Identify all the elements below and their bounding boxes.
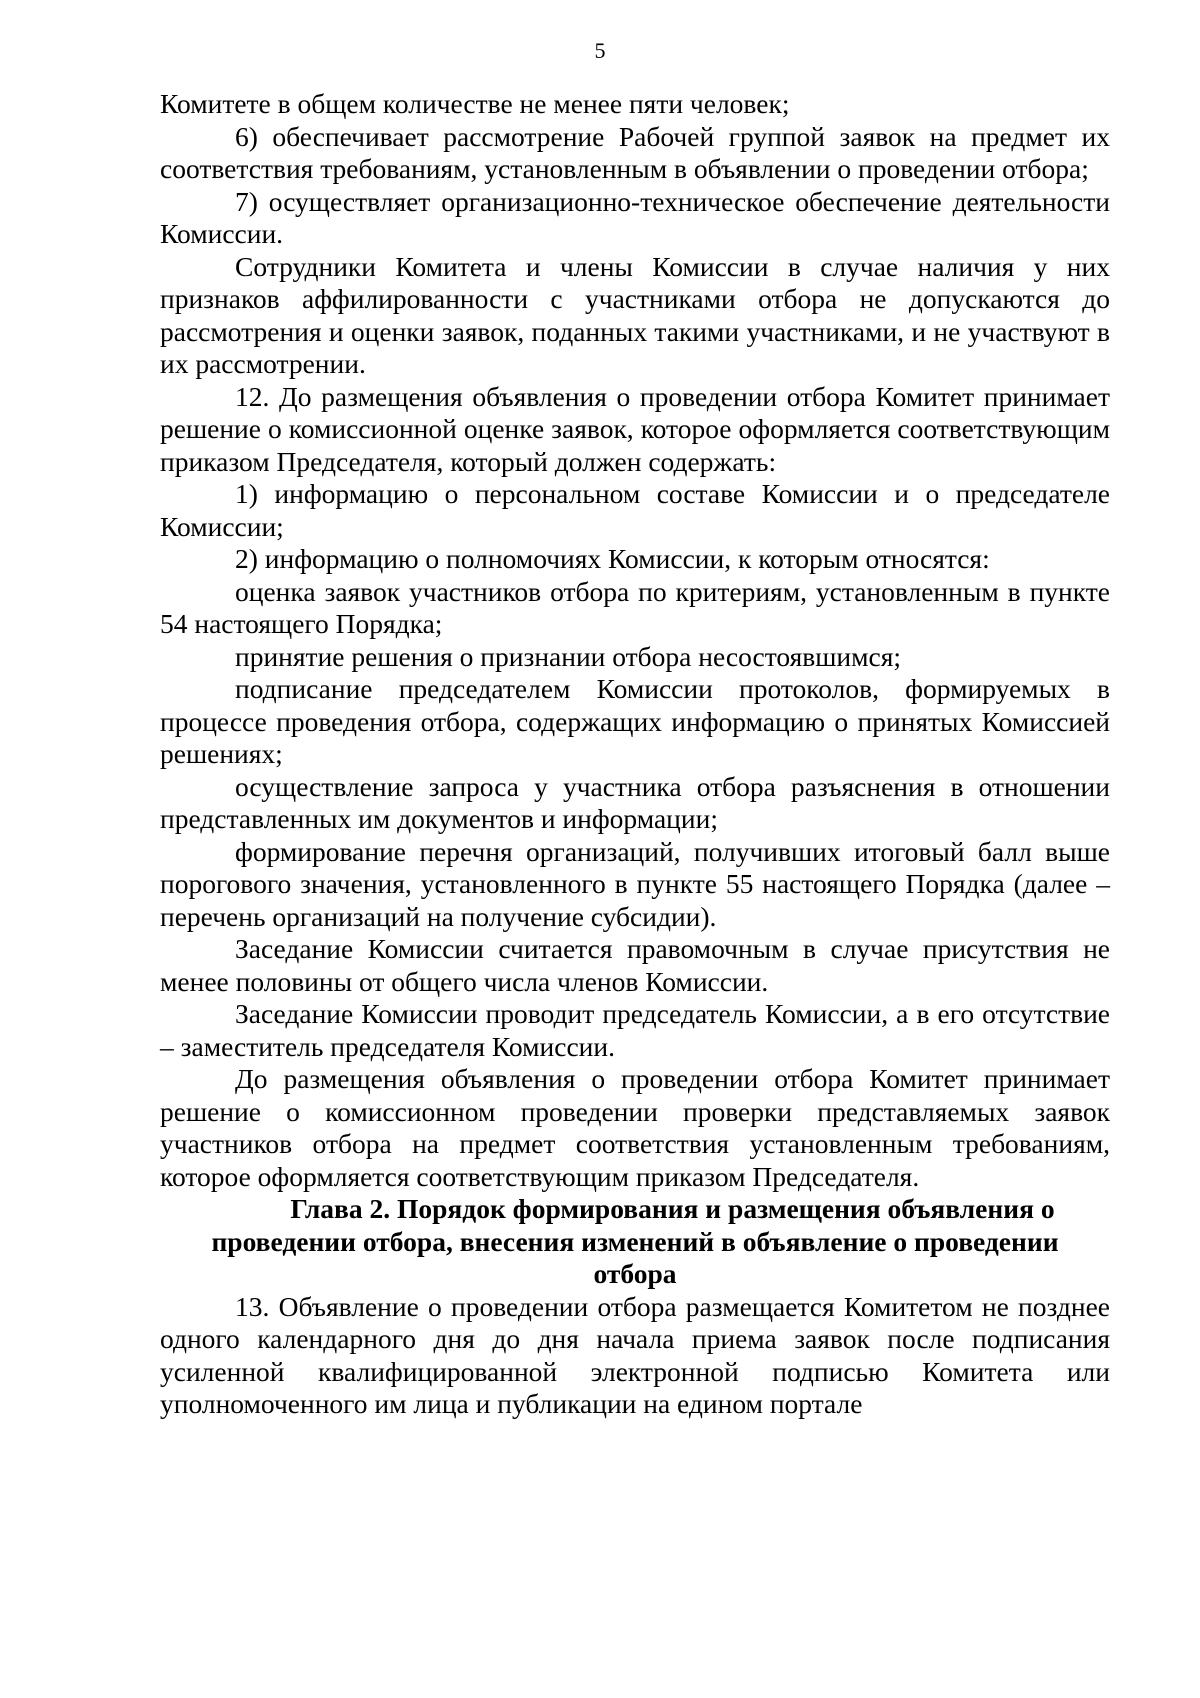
- paragraph-chair: Заседание Комиссии проводит председатель Комиссии, а в его отсутствие – заместитель председателя Комиссии.: [160, 998, 1110, 1062]
- page-number: 5: [594, 38, 606, 63]
- paragraph-authority-request: осуществление запроса у участника отбора разъяснения в отношении представленных им документов и информации;: [160, 770, 1110, 834]
- paragraph-clause-13: 13. Объявление о проведении отбора размещается Комитетом не позднее одного календарного дня до дня начала приема заявок после подписания усиленной квалифицированной электронной подписью Комитета или уполномоченного им лица и публикации на едином портале: [160, 1290, 1110, 1419]
- paragraph-quorum: Заседание Комиссии считается правомочным в случае присутствия не менее половины от общего числа членов Комиссии.: [160, 933, 1110, 997]
- chapter-title: Глава 2. Порядок формирования и размещения объявления о проведении отбора, внесения изменений в объявление о проведении отбора: [211, 1193, 1059, 1289]
- paragraph-affiliation: Сотрудники Комитета и члены Комиссии в случае наличия у них признаков аффилированности с участниками отбора не допускаются до рассмотрения и оценки заявок, поданных такими участниками, и не участвуют в их рассмотрении.: [160, 250, 1110, 379]
- paragraph-item-2: 2) информацию о полномочиях Комиссии, к которым относятся:: [235, 543, 990, 574]
- paragraph-clause-12: 12. До размещения объявления о проведении отбора Комитет принимает решение о комиссионной оценке заявок, которое оформляется соответствующим приказом Председателя, который должен содержать:: [160, 380, 1110, 477]
- paragraph-authority-protocols: подписание председателем Комиссии протоколов, формируемых в процессе проведения отбора, содержащих информацию о принятых Комиссией решениях;: [160, 673, 1110, 769]
- paragraph-authority-failed: принятие решения о признании отбора несостоявшимся;: [235, 640, 902, 672]
- paragraph-authority-list: формирование перечня организаций, получивших итоговый балл выше порогового значения, установленного в пункте 55 настоящего Порядка (далее – перечень организаций на получение субсидии).: [160, 835, 1110, 932]
- paragraph-item-1: 1) информацию о персональном составе Комиссии и о председателе Комиссии;: [160, 478, 1110, 542]
- paragraph-item-6: 6) обеспечивает рассмотрение Рабочей группой заявок на предмет их соответствия требованиям, установленным в объявлении о проведении отбора;: [160, 120, 1110, 184]
- paragraph-item-7: 7) осуществляет организационно-техническое обеспечение деятельности Комиссии.: [160, 185, 1110, 249]
- document-body: [160, 88, 1110, 1421]
- paragraph-continuation: Комитете в общем количестве не менее пяти человек;: [160, 88, 790, 119]
- paragraph-verification: До размещения объявления о проведении отбора Комитет принимает решение о комиссионном проведении проверки представляемых заявок участников отбора на предмет соответствия установленным требованиям, которое оформляется соответствующим приказом Председателя.: [160, 1063, 1110, 1192]
- paragraph-authority-evaluation: оценка заявок участников отбора по критериям, установленным в пункте 54 настоящего Порядка;: [160, 575, 1110, 639]
